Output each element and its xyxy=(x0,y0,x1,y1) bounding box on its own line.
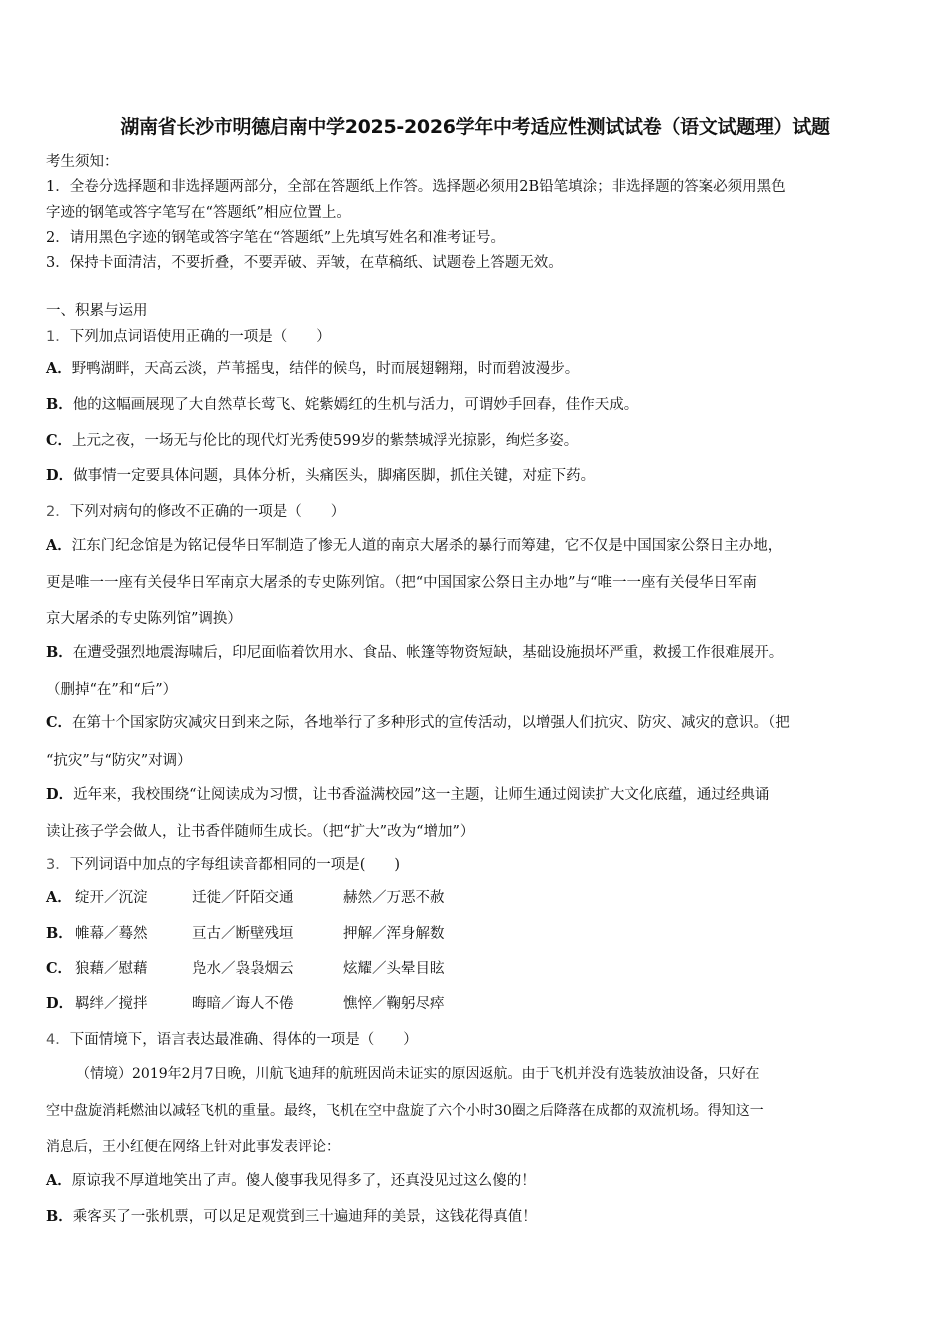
word-pair: 押解／浑身解数 xyxy=(343,926,445,942)
notice-item-1a: 1．全卷分选择题和非选择题两部分，全部在答题纸上作答。选择题必须用2B铅笔填涂；非选择题的答案必须用黑色 xyxy=(46,179,786,195)
q2-option-a-line2: 更是唯一一座有关侵华日军南京大屠杀的专史陈列馆。（把“中国国家公祭日主办地”与“唯一一座有关侵华日军南 xyxy=(46,575,757,591)
question-1-stem xyxy=(46,327,331,347)
word-pair: 亘古／断壁残垣 xyxy=(192,926,294,942)
option-label: D． xyxy=(46,786,74,803)
option-text: 上元之夜，一场无与伦比的现代灯光秀使599岁的紫禁城浮光掠影，绚烂多姿。 xyxy=(72,433,579,449)
q2-option-c-line1 xyxy=(46,713,790,733)
option-label: B． xyxy=(46,644,73,661)
option-label: C． xyxy=(46,714,73,731)
word-pair: 迁徙／阡陌交通 xyxy=(192,890,294,906)
question-number: 3． xyxy=(46,857,70,873)
option-label: A． xyxy=(46,360,72,377)
q1-option-b xyxy=(46,395,638,415)
option-text: 原谅我不厚道地笑出了声。傻人傻事我见得多了，还真没见过这么傻的！ xyxy=(71,1173,536,1189)
option-label: C． xyxy=(46,960,73,977)
option-text: 近年来，我校围绕“让阅读成为习惯，让书香溢满校园”这一主题，让师生通过阅读扩大文化底蕴，通过经典诵 xyxy=(73,787,770,803)
question-2-stem xyxy=(46,502,345,522)
word-pair: 绽开／沉淀 xyxy=(75,890,148,906)
option-text: 他的这幅画展现了大自然草长莺飞、姹紫嫣红的生机与活力，可谓妙手回春，佳作天成。 xyxy=(72,397,639,413)
q4-context-line2: 空中盘旋消耗燃油以减轻飞机的重量。最终，飞机在空中盘旋了六个小时30圈之后降落在成都的双流机场。得知这一 xyxy=(46,1103,764,1119)
q2-option-b-line2: （删掉“在”和“后”） xyxy=(46,682,178,698)
option-label: A． xyxy=(46,1172,72,1189)
option-label: D． xyxy=(46,467,74,484)
option-label: B． xyxy=(46,396,73,413)
q4-option-b xyxy=(46,1207,537,1227)
word-pair: 羁绊／搅拌 xyxy=(75,996,148,1012)
option-label: D． xyxy=(46,995,74,1012)
notice-item-2: 2．请用黑色字迹的钢笔或答字笔在“答题纸”上先填写姓名和准考证号。 xyxy=(46,230,506,246)
q1-option-c xyxy=(46,431,578,451)
q2-option-b-line1 xyxy=(46,643,783,663)
notice-item-1b: 字迹的钢笔或答字笔写在“答题纸”相应位置上。 xyxy=(46,205,351,221)
question-3-stem xyxy=(46,855,400,875)
word-pair: 晦暗／诲人不倦 xyxy=(192,996,294,1012)
word-pair: 憔悴／鞠躬尽瘁 xyxy=(343,996,445,1012)
q2-option-d-line2: 读让孩子学会做人，让书香伴随师生成长。（把“扩大”改为“增加”） xyxy=(46,824,475,840)
option-text: 江东门纪念馆是为铭记侵华日军制造了惨无人道的南京大屠杀的暴行而筹建，它不仅是中国国家公祭日主办地， xyxy=(71,538,783,554)
notice-heading: 考生须知： xyxy=(46,154,119,170)
q1-option-a xyxy=(46,359,579,379)
word-pair: 赫然／万恶不赦 xyxy=(343,890,445,906)
word-pair: 帷幕／蓦然 xyxy=(75,926,148,942)
option-text: 乘客买了一张机票，可以足足观赏到三十遍迪拜的美景，这钱花得真值！ xyxy=(72,1209,537,1225)
q4-context-line3: 消息后，王小红便在网络上针对此事发表评论： xyxy=(46,1139,340,1155)
q4-option-a xyxy=(46,1171,536,1191)
q1-option-d xyxy=(46,466,595,486)
word-pair: 炫耀／头晕目眩 xyxy=(343,961,445,977)
option-text: 在遭受强烈地震海啸后，印尼面临着饮用水、食品、帐篷等物资短缺，基础设施损坏严重，救援工作很难展开。 xyxy=(72,645,784,661)
question-text: 下列词语中加点的字每组读音都相同的一项是( ) xyxy=(69,857,401,873)
option-label: B． xyxy=(46,1208,73,1225)
question-text: 下列加点词语使用正确的一项是（ ） xyxy=(69,329,331,345)
exam-title: 湖南省长沙市明德启南中学2025-2026学年中考适应性测试试卷（语文试题理）试题 xyxy=(120,116,830,138)
q2-option-a-line1 xyxy=(46,536,782,556)
q2-option-c-line2: “抗灾”与“防灾”对调） xyxy=(46,753,192,769)
q4-context-line1: （情境）2019年2月7日晚，川航飞迪拜的航班因尚未证实的原因返航。由于飞机并没有选装放油设备，只好在 xyxy=(76,1066,760,1082)
option-label: B． xyxy=(46,925,73,942)
q2-option-a-line3: 京大屠杀的专史陈列馆”调换） xyxy=(46,611,242,627)
question-4-stem xyxy=(46,1030,418,1050)
option-text: 在第十个国家防灾减灾日到来之际，各地举行了多种形式的宣传活动，以增强人们抗灾、防灾、减灾的意识。（把 xyxy=(72,715,790,731)
option-label: C． xyxy=(46,432,73,449)
notice-item-3: 3．保持卡面清洁，不要折叠，不要弄破、弄皱，在草稿纸、试题卷上答题无效。 xyxy=(46,255,563,271)
question-text: 下列对病句的修改不正确的一项是（ ） xyxy=(69,504,346,520)
question-text: 下面情境下，语言表达最准确、得体的一项是（ ） xyxy=(69,1032,418,1048)
option-label: A． xyxy=(46,889,72,906)
word-pair: 狼藉／慰藉 xyxy=(75,961,148,977)
word-pair: 凫水／袅袅烟云 xyxy=(192,961,294,977)
q2-option-d-line1 xyxy=(46,785,769,805)
question-number: 1． xyxy=(46,329,70,345)
option-text: 做事情一定要具体问题，具体分析，头痛医头，脚痛医脚，抓住关键，对症下药。 xyxy=(73,468,596,484)
option-label: A． xyxy=(46,537,72,554)
option-text: 野鸭湖畔，天高云淡，芦苇摇曳，结伴的候鸟，时而展翅翱翔，时而碧波漫步。 xyxy=(71,361,580,377)
question-number: 4． xyxy=(46,1032,70,1048)
question-number: 2． xyxy=(46,504,70,520)
section-heading: 一、积累与运用 xyxy=(46,303,148,319)
